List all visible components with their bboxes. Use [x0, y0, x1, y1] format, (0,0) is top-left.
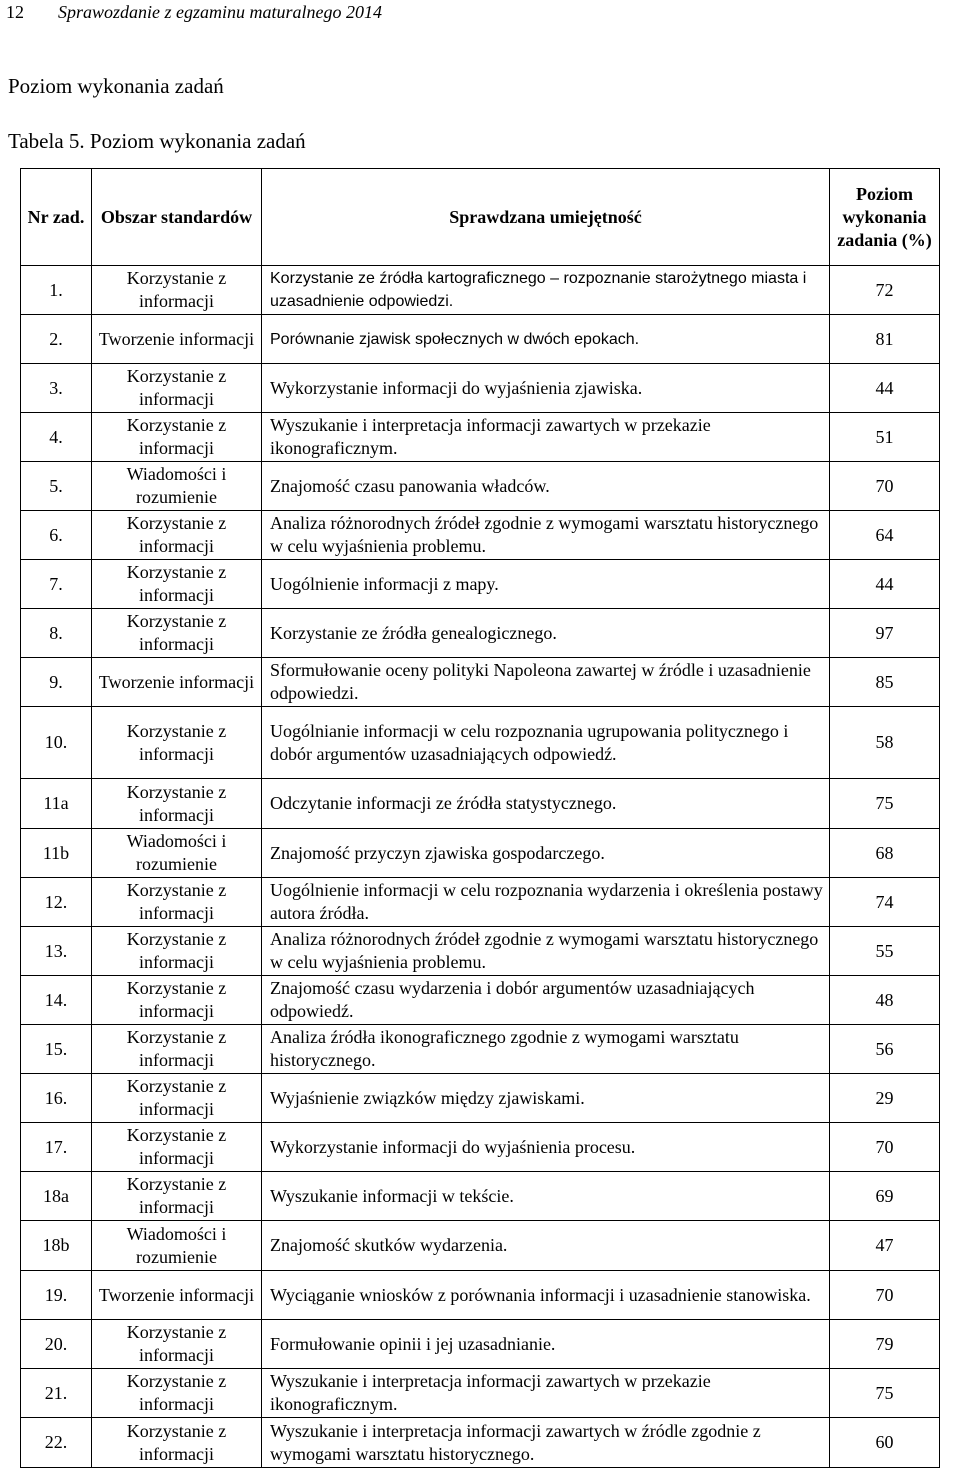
- table-row: [21, 878, 940, 927]
- standard-area-cell: Korzystanie z informacji: [92, 413, 262, 462]
- skill-cell: Wyciąganie wniosków z porównania informacji i uzasadnienie stanowiska.: [262, 1271, 830, 1320]
- skill-cell: Analiza różnorodnych źródeł zgodnie z wymogami warsztatu historycznego w celu wyjaśnienia problemu.: [262, 927, 830, 976]
- task-number-cell: 16.: [21, 1074, 92, 1123]
- percent-cell: 55: [830, 927, 940, 976]
- standard-area-cell: Wiadomości i rozumienie: [92, 1221, 262, 1271]
- standard-area-cell: Korzystanie z informacji: [92, 707, 262, 779]
- percent-cell: 70: [830, 1123, 940, 1172]
- table-row: [21, 1025, 940, 1074]
- standard-area-cell: Korzystanie z informacji: [92, 364, 262, 413]
- skill-cell: Korzystanie ze źródła kartograficznego – rozpoznanie starożytnego miasta i uzasadnienie odpowiedzi.: [262, 266, 830, 315]
- table-row: [21, 1123, 940, 1172]
- percent-cell: 44: [830, 364, 940, 413]
- task-number-cell: 7.: [21, 560, 92, 609]
- task-number-cell: 15.: [21, 1025, 92, 1074]
- page-number: 12: [6, 2, 24, 22]
- percent-cell: 75: [830, 779, 940, 829]
- standard-area-cell: Wiadomości i rozumienie: [92, 462, 262, 511]
- task-number-cell: 1.: [21, 266, 92, 315]
- task-number-cell: 19.: [21, 1271, 92, 1320]
- percent-cell: 72: [830, 266, 940, 315]
- task-number-cell: 18a: [21, 1172, 92, 1221]
- skill-cell: Uogólnienie informacji w celu rozpoznania wydarzenia i określenia postawy autora źródła.: [262, 878, 830, 927]
- skill-cell: Wykorzystanie informacji do wyjaśnienia procesu.: [262, 1123, 830, 1172]
- percent-cell: 74: [830, 878, 940, 927]
- task-number-cell: 17.: [21, 1123, 92, 1172]
- header-skill: Sprawdzana umiejętność: [262, 169, 830, 266]
- skill-cell: Sformułowanie oceny polityki Napoleona zawartej w źródle i uzasadnienie odpowiedzi.: [262, 658, 830, 707]
- header-nr: Nr zad.: [21, 169, 92, 266]
- task-number-cell: 2.: [21, 315, 92, 364]
- percent-cell: 56: [830, 1025, 940, 1074]
- standard-area-cell: Korzystanie z informacji: [92, 1369, 262, 1418]
- skill-cell: Porównanie zjawisk społecznych w dwóch epokach.: [262, 315, 830, 364]
- standard-area-cell: Korzystanie z informacji: [92, 560, 262, 609]
- percent-cell: 51: [830, 413, 940, 462]
- skill-cell: Uogólnianie informacji w celu rozpoznania ugrupowania politycznego i dobór argumentów uzasadniających odpowiedź.: [262, 707, 830, 779]
- percent-cell: 75: [830, 1369, 940, 1418]
- table-row: [21, 511, 940, 560]
- standard-area-cell: Korzystanie z informacji: [92, 878, 262, 927]
- standard-area-cell: Wiadomości i rozumienie: [92, 829, 262, 878]
- skill-cell: Wyjaśnienie związków między zjawiskami.: [262, 1074, 830, 1123]
- percent-cell: 44: [830, 560, 940, 609]
- percent-cell: 81: [830, 315, 940, 364]
- table-row: [21, 1369, 940, 1418]
- skill-cell: Znajomość skutków wydarzenia.: [262, 1221, 830, 1271]
- header-pct: Poziom wykonania zadania (%): [830, 169, 940, 266]
- standard-area-cell: Tworzenie informacji: [92, 315, 262, 364]
- skill-cell: Wyszukanie i interpretacja informacji zawartych w przekazie ikonograficznym.: [262, 413, 830, 462]
- task-number-cell: 14.: [21, 976, 92, 1025]
- table-caption: Tabela 5. Poziom wykonania zadań: [8, 129, 306, 153]
- table-row: [21, 364, 940, 413]
- percent-cell: 47: [830, 1221, 940, 1271]
- standard-area-cell: Korzystanie z informacji: [92, 1172, 262, 1221]
- skill-cell: Odczytanie informacji ze źródła statystycznego.: [262, 779, 830, 829]
- table-row: [21, 1221, 940, 1271]
- table-row: [21, 462, 940, 511]
- standard-area-cell: Korzystanie z informacji: [92, 266, 262, 315]
- table-row: [21, 1320, 940, 1369]
- skill-cell: Wykorzystanie informacji do wyjaśnienia zjawiska.: [262, 364, 830, 413]
- percent-cell: 58: [830, 707, 940, 779]
- task-number-cell: 4.: [21, 413, 92, 462]
- skill-cell: Wyszukanie i interpretacja informacji zawartych w źródle zgodnie z wymogami warsztatu historycznego.: [262, 1418, 830, 1468]
- skill-cell: Wyszukanie i interpretacja informacji zawartych w przekazie ikonograficznym.: [262, 1369, 830, 1418]
- percent-cell: 60: [830, 1418, 940, 1468]
- percent-cell: 97: [830, 609, 940, 658]
- standard-area-cell: Korzystanie z informacji: [92, 1320, 262, 1369]
- table-row: [21, 779, 940, 829]
- skill-cell: Znajomość czasu panowania władców.: [262, 462, 830, 511]
- percent-cell: 70: [830, 1271, 940, 1320]
- task-number-cell: 20.: [21, 1320, 92, 1369]
- standard-area-cell: Tworzenie informacji: [92, 1271, 262, 1320]
- percent-cell: 79: [830, 1320, 940, 1369]
- table-row: [21, 315, 940, 364]
- table-row: [21, 1418, 940, 1468]
- task-number-cell: 11a: [21, 779, 92, 829]
- standard-area-cell: Korzystanie z informacji: [92, 1074, 262, 1123]
- task-number-cell: 3.: [21, 364, 92, 413]
- results-table: [20, 168, 940, 1468]
- running-title: Sprawozdanie z egzaminu maturalnego 2014: [58, 2, 382, 22]
- task-number-cell: 10.: [21, 707, 92, 779]
- task-number-cell: 21.: [21, 1369, 92, 1418]
- percent-cell: 68: [830, 829, 940, 878]
- table-row: [21, 707, 940, 779]
- table-row: [21, 609, 940, 658]
- running-header: [6, 2, 382, 23]
- standard-area-cell: Tworzenie informacji: [92, 658, 262, 707]
- skill-cell: Uogólnienie informacji z mapy.: [262, 560, 830, 609]
- table-row: [21, 413, 940, 462]
- standard-area-cell: Korzystanie z informacji: [92, 609, 262, 658]
- table-row: [21, 927, 940, 976]
- table-row: [21, 1271, 940, 1320]
- skill-cell: Analiza źródła ikonograficznego zgodnie z wymogami warsztatu historycznego.: [262, 1025, 830, 1074]
- table-row: [21, 1172, 940, 1221]
- skill-cell: Korzystanie ze źródła genealogicznego.: [262, 609, 830, 658]
- standard-area-cell: Korzystanie z informacji: [92, 1025, 262, 1074]
- task-number-cell: 9.: [21, 658, 92, 707]
- task-number-cell: 13.: [21, 927, 92, 976]
- task-number-cell: 5.: [21, 462, 92, 511]
- table-body: [21, 266, 940, 1468]
- skill-cell: Formułowanie opinii i jej uzasadnianie.: [262, 1320, 830, 1369]
- standard-area-cell: Korzystanie z informacji: [92, 1123, 262, 1172]
- task-number-cell: 8.: [21, 609, 92, 658]
- task-number-cell: 12.: [21, 878, 92, 927]
- table-row: [21, 976, 940, 1025]
- standard-area-cell: Korzystanie z informacji: [92, 779, 262, 829]
- standard-area-cell: Korzystanie z informacji: [92, 1418, 262, 1468]
- percent-cell: 69: [830, 1172, 940, 1221]
- task-number-cell: 22.: [21, 1418, 92, 1468]
- percent-cell: 29: [830, 1074, 940, 1123]
- percent-cell: 64: [830, 511, 940, 560]
- skill-cell: Analiza różnorodnych źródeł zgodnie z wymogami warsztatu historycznego w celu wyjaśnienia problemu.: [262, 511, 830, 560]
- table-row: [21, 560, 940, 609]
- task-number-cell: 18b: [21, 1221, 92, 1271]
- standard-area-cell: Korzystanie z informacji: [92, 927, 262, 976]
- skill-cell: Wyszukanie informacji w tekście.: [262, 1172, 830, 1221]
- percent-cell: 85: [830, 658, 940, 707]
- percent-cell: 48: [830, 976, 940, 1025]
- header-area: Obszar standardów: [92, 169, 262, 266]
- task-number-cell: 6.: [21, 511, 92, 560]
- task-number-cell: 11b: [21, 829, 92, 878]
- standard-area-cell: Korzystanie z informacji: [92, 976, 262, 1025]
- section-title: Poziom wykonania zadań: [8, 74, 224, 98]
- table-row: [21, 266, 940, 315]
- table-header-row: [21, 169, 940, 266]
- table-row: [21, 658, 940, 707]
- percent-cell: 70: [830, 462, 940, 511]
- table-row: [21, 829, 940, 878]
- standard-area-cell: Korzystanie z informacji: [92, 511, 262, 560]
- table-row: [21, 1074, 940, 1123]
- skill-cell: Znajomość czasu wydarzenia i dobór argumentów uzasadniających odpowiedź.: [262, 976, 830, 1025]
- skill-cell: Znajomość przyczyn zjawiska gospodarczego.: [262, 829, 830, 878]
